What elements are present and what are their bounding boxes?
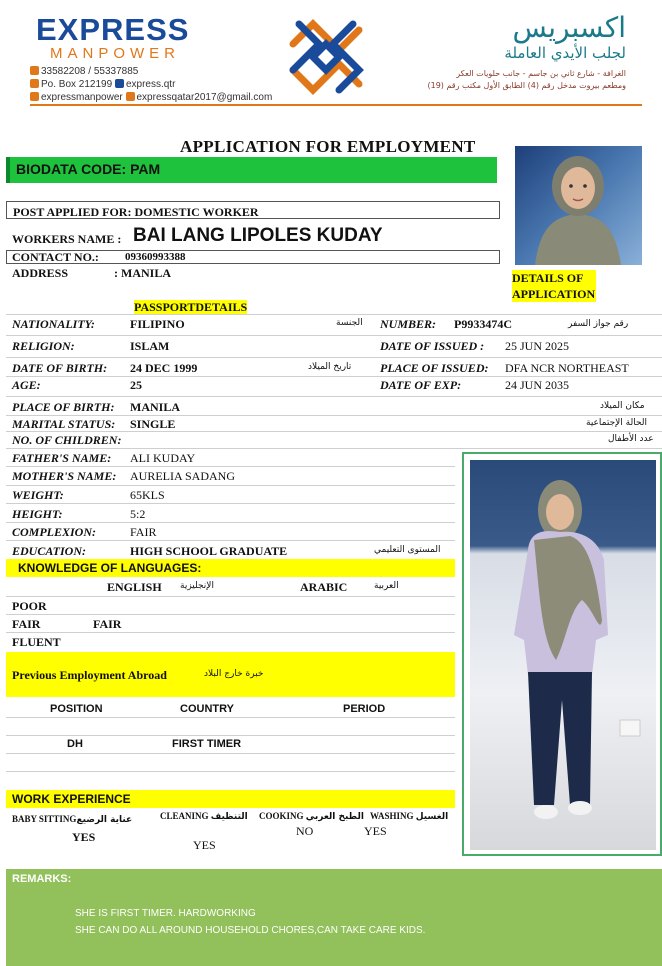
instagram-icon [30, 92, 39, 101]
place-issued-label: PLACE OF ISSUED: [380, 361, 489, 375]
weight-value: 65KLS [130, 488, 165, 502]
cleaning-text: CLEANING [160, 811, 209, 821]
nationality-arabic: الجنسة [336, 318, 363, 328]
date-exp-value: 24 JUN 2035 [505, 378, 570, 392]
father-value: ALI KUDAY [130, 451, 196, 465]
passport-number-label: NUMBER: [380, 317, 437, 331]
divider [6, 503, 455, 504]
mother-value: AURELIA SADANG [130, 469, 235, 483]
dob-arabic: تاريخ الميلاد [308, 362, 352, 372]
workers-name-label: WORKERS NAME : [12, 232, 122, 246]
cooking-value: NO [296, 824, 314, 838]
arabic-subtitle: لجلب الأيدي العاملة [504, 44, 626, 62]
arabic-address-2: ومطعم بيروت مدخل رقم (4) الطابق الأول مكتب رقم (19) [427, 81, 626, 90]
brand-subtitle: MANPOWER [50, 45, 180, 62]
education-arabic: المستوى التعليمي [374, 545, 441, 555]
address-value: : MANILA [114, 266, 171, 280]
email-address: expressqatar2017@gmail.com [136, 92, 273, 103]
date-issued-value: 25 JUN 2025 [505, 339, 570, 353]
baby-sitting-arabic: عناية الرضيع [76, 815, 133, 825]
prev-employment-arabic: خبرة خارج البلاد [204, 669, 264, 679]
divider [6, 735, 455, 736]
cooking-label [259, 811, 364, 822]
baby-sitting-value: YES [72, 830, 96, 844]
english-arabic: الإنجليزية [180, 581, 214, 591]
divider [6, 396, 662, 397]
baby-sitting-text: BABY SITTING [12, 814, 77, 824]
divider [6, 753, 455, 754]
instagram-handle: expressmanpower [41, 92, 123, 103]
height-label: HEIGHT: [12, 507, 63, 521]
divider [6, 466, 455, 467]
prev-country: FIRST TIMER [172, 738, 242, 750]
children-label: NO. OF CHILDREN: [12, 433, 122, 447]
weight-label: WEIGHT: [12, 488, 64, 502]
pob-label: PLACE OF BIRTH: [12, 400, 115, 414]
date-exp-label: DATE OF EXP: [380, 378, 462, 392]
mother-label: MOTHER'S NAME: [12, 469, 117, 483]
biodata-code-bar: BIODATA CODE: PAM [6, 157, 497, 183]
divider [6, 540, 455, 541]
work-experience-heading: WORK EXPERIENCE [6, 790, 455, 808]
passport-number-value: P9933474C [454, 317, 512, 331]
workers-name-row [12, 230, 121, 248]
brand-name: EXPRESS [36, 12, 190, 47]
contact-label: CONTACT NO.: [12, 250, 99, 264]
portrait-photo [515, 146, 642, 265]
cooking-text: COOKING [259, 811, 304, 821]
header-divider [30, 104, 642, 106]
divider [6, 357, 662, 358]
complexion-label: COMPLEXION: [12, 525, 97, 539]
prev-position: DH [67, 738, 83, 750]
age-label: AGE: [12, 378, 41, 392]
place-issued-value: DFA NCR NORTHEAST [505, 361, 629, 375]
education-value: HIGH SCHOOL GRADUATE [130, 544, 288, 558]
date-issued-label: DATE OF ISSUED : [380, 339, 485, 353]
email-icon [126, 92, 135, 101]
english-fair-value: FAIR [93, 617, 122, 631]
post-applied: POST APPLIED FOR: DOMESTIC WORKER [13, 205, 259, 219]
washing-value: YES [364, 824, 387, 838]
nationality-value: FILIPINO [130, 317, 185, 331]
mail-icon [30, 79, 39, 88]
passport-number-arabic: رقم جواز السفر [568, 319, 629, 329]
prev-employment-title: Previous Employment Abroad [12, 668, 167, 682]
marital-value: SINGLE [130, 417, 176, 431]
divider [6, 415, 662, 416]
dob-label: DATE OF BIRTH: [12, 361, 108, 375]
english-label: ENGLISH [107, 580, 162, 594]
fair-label: FAIR [12, 617, 41, 631]
company-logo-arabic [427, 12, 626, 92]
education-label: EDUCATION: [12, 544, 87, 558]
full-body-photo [470, 460, 656, 850]
marital-arabic: الحالة الإجتماعية [586, 418, 647, 428]
col-period: PERIOD [343, 703, 386, 715]
divider [6, 522, 455, 523]
col-country: COUNTRY [180, 703, 234, 715]
age-value: 25 [130, 378, 142, 392]
facebook-handle: express.qtr [125, 79, 176, 90]
phone-numbers: 33582208 / 55337885 [41, 66, 139, 77]
facebook-icon [115, 79, 124, 88]
divider [6, 632, 455, 633]
arabic-arabic: العربية [374, 581, 399, 591]
pobox: Po. Box 212199 [41, 79, 113, 90]
marital-label: MARITAL STATUS: [12, 417, 116, 431]
pob-arabic: مكان الميلاد [600, 401, 645, 411]
pobox-line [30, 78, 175, 91]
divider [6, 596, 455, 597]
father-label: FATHER'S NAME: [12, 451, 112, 465]
passport-details-heading: PASSPORTDETAILS [134, 300, 248, 314]
remarks-section [6, 869, 662, 966]
divider [6, 717, 455, 718]
divider [6, 314, 662, 315]
details-of-application: DETAILS OF APPLICATION [512, 271, 596, 301]
social-line [30, 91, 272, 104]
post-applied-box [6, 201, 500, 219]
nationality-label: NATIONALITY: [12, 317, 95, 331]
poor-label: POOR [12, 599, 47, 613]
divider [6, 771, 455, 772]
divider [6, 376, 662, 377]
phone-icon [30, 66, 39, 75]
cooking-arabic: الطبخ العربي [305, 812, 364, 822]
cleaning-value: YES [193, 838, 216, 852]
arabic-address-1: الغرافة - شارع ثاني بن جاسم - جانب حلويات العكر [456, 69, 626, 78]
arabic-brand: اكسبريس [512, 11, 626, 44]
address-label: ADDRESS [12, 266, 69, 280]
remarks-line-2: SHE CAN DO ALL AROUND HOUSEHOLD CHORES,CAN TAKE CARE KIDS. [75, 925, 426, 936]
height-value: 5:2 [130, 507, 146, 521]
cleaning-arabic: التنظيف [210, 812, 248, 822]
remarks-title: REMARKS: [12, 873, 72, 885]
religion-value: ISLAM [130, 339, 170, 353]
baby-sitting-label [12, 814, 132, 825]
pob-value: MANILA [130, 400, 180, 414]
washing-text: WASHING [370, 811, 414, 821]
complexion-value: FAIR [130, 525, 157, 539]
languages-heading: KNOWLEDGE OF LANGUAGES: [6, 559, 455, 577]
washing-arabic: الغسيل [415, 812, 449, 822]
remarks-line-1: SHE IS FIRST TIMER. HARDWORKING [75, 908, 256, 919]
phone-line [30, 65, 138, 78]
religion-label: RELIGION: [12, 339, 75, 353]
washing-label [370, 811, 448, 822]
dob-value: 24 DEC 1999 [130, 361, 198, 375]
full-body-photo-frame [462, 452, 662, 856]
col-position: POSITION [50, 703, 103, 715]
children-arabic: عدد الأطفال [608, 434, 654, 444]
workers-name: BAI LANG LIPOLES KUDAY [133, 225, 383, 246]
arabic-label: ARABIC [300, 580, 348, 594]
divider [6, 614, 455, 615]
cleaning-label [160, 811, 248, 822]
contact-value: 09360993388 [125, 251, 186, 263]
page-title: APPLICATION FOR EMPLOYMENT [180, 137, 476, 156]
fluent-label: FLUENT [12, 635, 61, 649]
divider [6, 335, 662, 336]
divider [6, 448, 662, 449]
divider [6, 485, 455, 486]
company-logo-english [36, 14, 189, 61]
knot-logo-icon [285, 16, 367, 98]
